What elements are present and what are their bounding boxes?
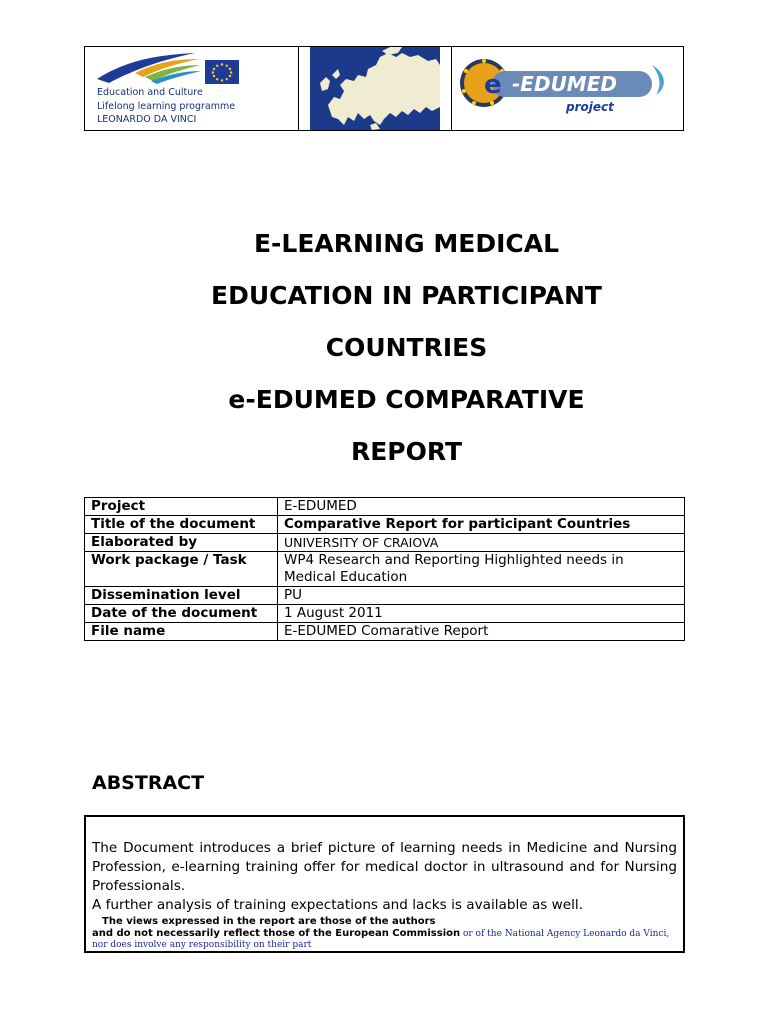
table-value: WP4 Research and Reporting Highlighted needs in Medical Education [278, 552, 685, 587]
document-title [84, 218, 729, 478]
table-value: Comparative Report for participant Countries [278, 516, 685, 534]
title-line-3: COUNTRIES [325, 333, 488, 362]
eu-line-2: Lifelong learning programme [97, 100, 236, 112]
disclaimer-line-2-rest: or of the National Agency Leonardo da Vinci, [460, 929, 670, 939]
disclaimer-line-3: nor does involve any responsibility on their part [92, 940, 312, 950]
table-key: Date of the document [85, 605, 278, 623]
table-row [85, 587, 685, 605]
eu-flag-icon [205, 60, 239, 84]
title-line-5: REPORT [350, 437, 463, 466]
table-key: Title of the document [85, 516, 278, 534]
edumed-project-logo [452, 47, 683, 130]
eu-swoosh-icon [95, 49, 205, 87]
table-row [85, 498, 685, 516]
disclaimer-line-2-bold: and do not necessarily reflect those of the European Commission [92, 928, 461, 939]
disclaimer-line-1: The views expressed in the report are those of the authors [102, 916, 436, 927]
logo-header [84, 46, 684, 131]
eu-programme-logo [85, 47, 299, 130]
abstract-text [92, 839, 677, 915]
eu-programme-text [97, 86, 235, 127]
disclaimer-line-2 [92, 928, 677, 940]
svg-text:-EDUMED: -EDUMED [512, 72, 617, 96]
eu-line-1: Education and Culture [97, 87, 203, 98]
abstract-heading: ABSTRACT [92, 772, 205, 794]
table-key: Project [85, 498, 278, 516]
table-value: E-EDUMED [278, 498, 685, 516]
table-row [85, 516, 685, 534]
table-row [85, 534, 685, 552]
title-line-2: EDUCATION IN PARTICIPANT [211, 281, 602, 310]
document-info-table [84, 497, 685, 641]
abstract-paragraph-1: The Document introduces a brief picture of learning needs in Medicine and Nursing Profession, e-learning training offer for medical doctor in ultrasound and for Nursing Professionals. [92, 840, 677, 894]
eu-line-3: LEONARDO DA VINCI [97, 114, 197, 125]
svg-text:project: project [566, 100, 614, 114]
svg-text:e: e [484, 70, 502, 100]
abstract-box [84, 815, 685, 953]
table-value: 1 August 2011 [278, 605, 685, 623]
title-line-1: E-LEARNING MEDICAL [253, 229, 560, 258]
table-value: E-EDUMED Comarative Report [278, 623, 685, 641]
europe-map-cell [299, 47, 452, 130]
table-value: PU [278, 587, 685, 605]
abstract-paragraph-2: A further analysis of training expectations and lacks is available as well. [92, 897, 584, 913]
table-value: UNIVERSITY OF CRAIOVA [278, 534, 685, 552]
table-row [85, 623, 685, 641]
europe-map-icon [310, 47, 440, 130]
table-key: Dissemination level [85, 587, 278, 605]
edumed-logo-icon [456, 53, 676, 123]
table-key: Work package / Task [85, 552, 278, 587]
table-key: File name [85, 623, 278, 641]
table-row [85, 552, 685, 587]
table-key: Elaborated by [85, 534, 278, 552]
table-row [85, 605, 685, 623]
title-line-4: e-EDUMED COMPARATIVE [228, 385, 585, 414]
